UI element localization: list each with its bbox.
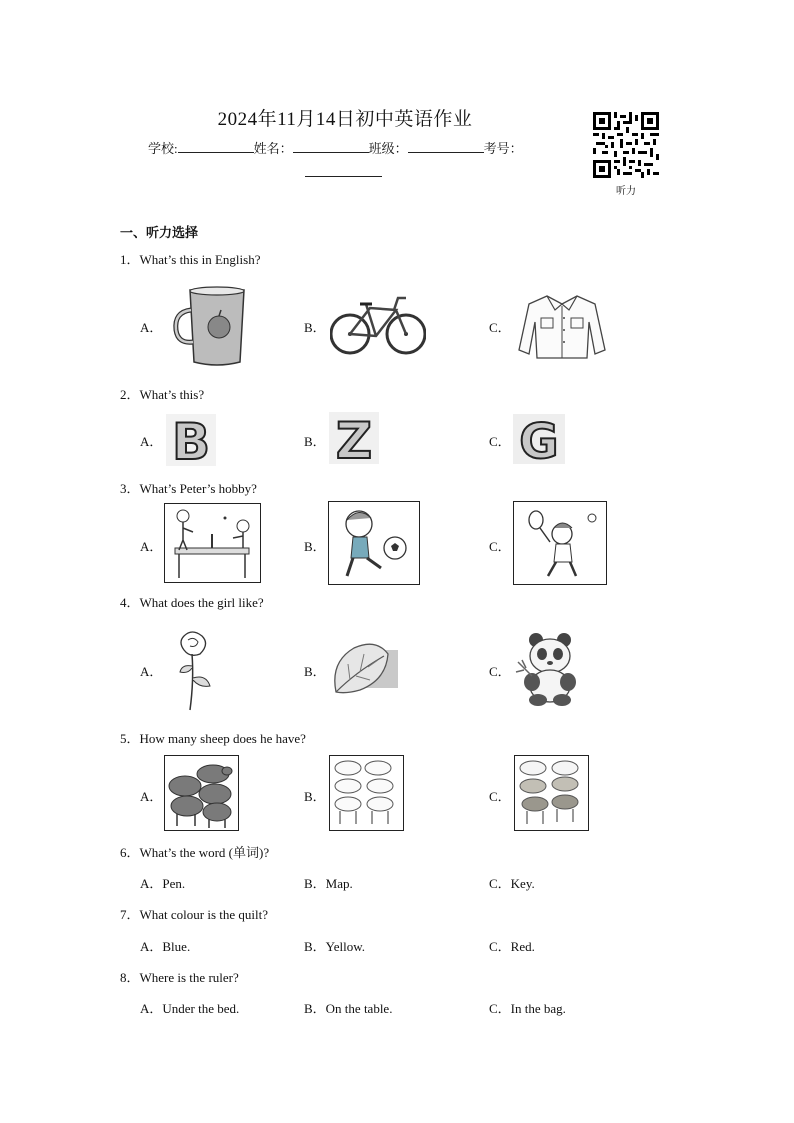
school-blank [178, 140, 254, 153]
option-text: Key. [510, 876, 535, 891]
option-text: On the table. [325, 1001, 393, 1016]
option-letter: B． [304, 939, 326, 954]
class-blank [408, 140, 484, 153]
q7-option-c [489, 936, 535, 955]
q8-option-c [489, 998, 566, 1017]
q3-option-a-letter: A． [140, 539, 163, 554]
q2-option-c-letter: C． [489, 434, 511, 449]
option-text: Red. [510, 939, 535, 954]
q5-option-a-letter: A． [140, 789, 163, 804]
name-label: 姓名： [253, 141, 293, 156]
option-text: In the bag. [510, 1001, 566, 1016]
letter-b-picture [166, 414, 216, 466]
q8-option-b [304, 998, 392, 1017]
q5-option-c-letter: C． [489, 789, 511, 804]
option-text: Blue. [162, 939, 191, 954]
dark-sheep-picture [164, 755, 239, 831]
leaf-picture [330, 640, 402, 698]
option-text: Pen. [162, 876, 186, 891]
option-letter: A． [140, 939, 163, 954]
q1-option-c-letter: C． [489, 320, 511, 335]
letter-z-picture [329, 412, 379, 464]
option-letter: C． [489, 939, 511, 954]
letter-z-glyph: Z [335, 412, 373, 464]
q6-option-a [140, 873, 185, 892]
class-label: 班级： [368, 141, 408, 156]
student-info-line [148, 138, 523, 157]
question-1-stem: 1．What’s this in English? [120, 252, 261, 267]
option-letter: B． [304, 1001, 326, 1016]
option-letter: B． [304, 876, 326, 891]
question-8-stem: 8．Where is the ruler? [120, 970, 239, 985]
q4-option-a-letter: A． [140, 664, 163, 679]
option-text: Yellow. [325, 939, 366, 954]
qr-code [593, 112, 659, 178]
name-blank [293, 140, 369, 153]
q6-option-b [304, 873, 353, 892]
q5-option-b-letter: B． [304, 789, 326, 804]
option-letter: C． [489, 1001, 511, 1016]
q1-option-b-letter: B． [304, 320, 326, 335]
option-text: Map. [325, 876, 353, 891]
question-3-stem: 3．What’s Peter’s hobby? [120, 481, 257, 496]
jacket-picture [517, 292, 607, 360]
question-6-stem: 6．What’s the word (单词)? [120, 845, 270, 860]
question-5-stem: 5．How many sheep does he have? [120, 731, 306, 746]
q2-option-a-letter: A． [140, 434, 163, 449]
bicycle-picture [330, 294, 426, 356]
rose-picture [172, 630, 222, 712]
badminton-picture [513, 501, 607, 585]
q6-option-c [489, 873, 535, 892]
question-7-stem: 7．What colour is the quilt? [120, 907, 269, 922]
table-tennis-picture [164, 503, 261, 583]
q7-option-b [304, 936, 365, 955]
football-picture [328, 501, 420, 585]
exam-number-label: 考号： [483, 141, 523, 156]
school-label: 学校: [148, 141, 178, 156]
panda-picture [514, 632, 584, 708]
option-letter: A． [140, 1001, 163, 1016]
letter-b-glyph: B [171, 414, 211, 466]
q2-option-b-letter: B． [304, 434, 326, 449]
q8-option-a [140, 998, 239, 1017]
qr-caption: 听力 [616, 186, 636, 197]
exam-number-blank [305, 166, 382, 177]
q4-option-c-letter: C． [489, 664, 511, 679]
option-letter: A． [140, 876, 163, 891]
q3-option-c-letter: C． [489, 539, 511, 554]
option-text: Under the bed. [162, 1001, 240, 1016]
page-title: 2024年11月14日初中英语作业 [217, 109, 473, 130]
q3-option-b-letter: B． [304, 539, 326, 554]
mixed-sheep-picture [514, 755, 589, 831]
question-2-stem: 2．What’s this? [120, 387, 205, 402]
question-4-stem: 4．What does the girl like? [120, 595, 264, 610]
option-letter: C． [489, 876, 511, 891]
q1-option-a-letter: A． [140, 320, 163, 335]
mug-picture [172, 286, 252, 368]
section-title: 一、听力选择 [120, 226, 199, 241]
q4-option-b-letter: B． [304, 664, 326, 679]
q7-option-a [140, 936, 190, 955]
letter-g-glyph: G [519, 414, 559, 464]
white-sheep-picture [329, 755, 404, 831]
letter-g-picture [513, 414, 565, 464]
